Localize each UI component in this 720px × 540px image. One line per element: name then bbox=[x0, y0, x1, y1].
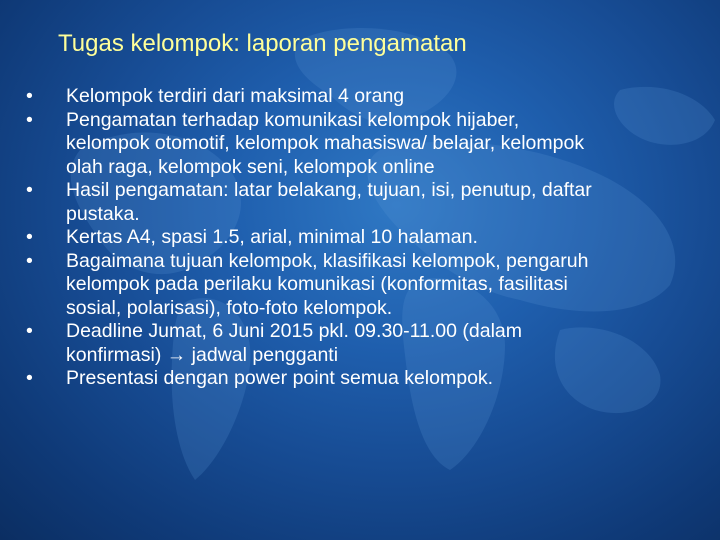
bullet-symbol: • bbox=[26, 179, 33, 201]
bullet-item bbox=[22, 179, 702, 226]
bullet-symbol: • bbox=[26, 249, 33, 272]
bullet-symbol: • bbox=[26, 226, 33, 248]
bullet-line: Hasil pengamatan: latar belakang, tujuan, isi, penutup, daftar bbox=[66, 179, 592, 201]
bullet-line: Bagaimana tujuan kelompok, klasifikasi kelompok, pengaruh bbox=[66, 249, 589, 272]
bullet-symbol: • bbox=[26, 85, 33, 107]
bullet-line: kelompok pada perilaku komunikasi (konformitas, fasilitasi bbox=[66, 273, 568, 295]
bullet-item bbox=[22, 85, 702, 109]
bullet-line: pustaka. bbox=[66, 202, 140, 225]
bullet-item bbox=[22, 109, 702, 180]
bullet-line: Presentasi dengan power point semua kelompok. bbox=[66, 367, 494, 389]
bullet-line: Kelompok terdiri dari maksimal 4 orang bbox=[66, 85, 405, 107]
bullet-item bbox=[22, 367, 702, 391]
bullet-line: kelompok otomotif, kelompok mahasiswa/ belajar, kelompok bbox=[66, 132, 585, 154]
bullet-item bbox=[22, 320, 702, 367]
bullet-symbol: • bbox=[26, 367, 33, 389]
bullet-symbol: • bbox=[26, 108, 33, 131]
bullet-item bbox=[22, 226, 702, 250]
bullet-item bbox=[22, 250, 702, 321]
bullet-line: Kertas A4, spasi 1.5, arial, minimal 10 halaman. bbox=[66, 226, 478, 248]
bullet-line: Deadline Jumat, 6 Juni 2015 pkl. 09.30-11.00 (dalam bbox=[66, 320, 523, 342]
bullet-symbol: • bbox=[26, 320, 33, 342]
bullet-line: olah raga, kelompok seni, kelompok online bbox=[66, 155, 435, 178]
bullet-line: Pengamatan terhadap komunikasi kelompok hijaber, bbox=[66, 108, 520, 131]
bullet-list bbox=[22, 85, 702, 391]
slide-title: Tugas kelompok: laporan pengamatan bbox=[58, 30, 467, 57]
bullet-line: sosial, polarisasi), foto-foto kelompok. bbox=[66, 296, 393, 319]
bullet-line: konfirmasi) → jadwal pengganti bbox=[66, 343, 339, 366]
